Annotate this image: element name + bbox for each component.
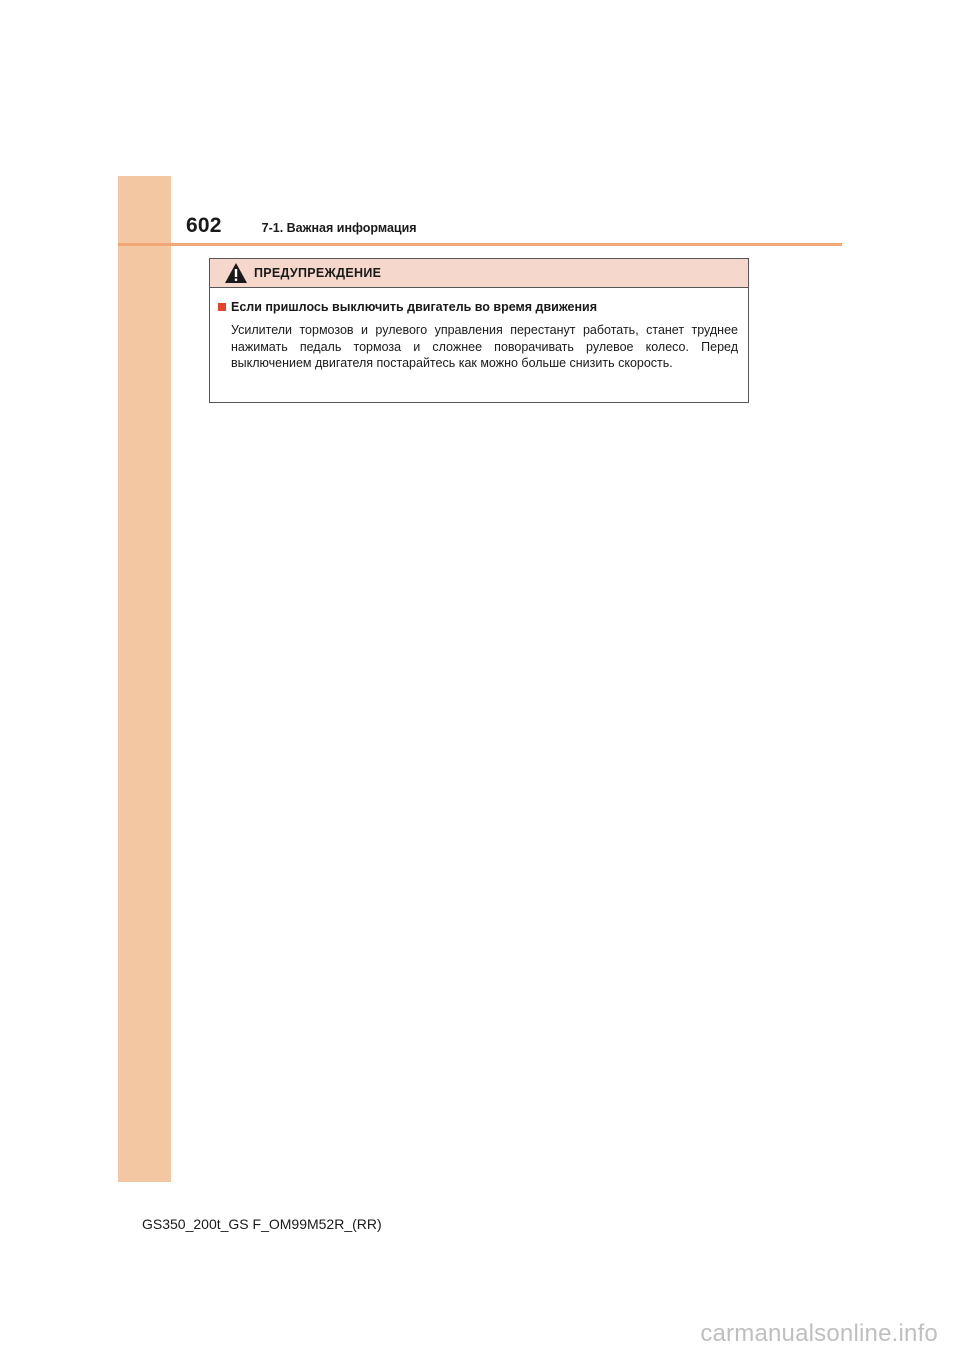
warning-header	[210, 259, 748, 288]
warning-paragraph: Усилители тормозов и рулевого управления перестанут работать, станет труднее нажимать педаль тормоза и сложнее поворачивать рулевое колесо. Перед выключением двигателя постарайтесь как можно больше снизить скорость.	[231, 323, 738, 370]
document-code: GS350_200t_GS F_OM99M52R_(RR)	[142, 1216, 382, 1232]
warning-box	[209, 258, 749, 403]
header-rule	[118, 243, 842, 246]
page-number: 602	[186, 214, 222, 237]
square-bullet-icon	[218, 303, 226, 311]
warning-body	[210, 288, 748, 372]
warning-subheading-text: Если пришлось выключить двигатель во время движения	[231, 300, 598, 314]
warning-triangle-icon	[224, 262, 248, 284]
page-header	[186, 214, 417, 244]
watermark: carmanualsonline.info	[700, 1320, 938, 1347]
warning-subheading	[218, 300, 738, 314]
warning-title: ПРЕДУПРЕЖДЕНИЕ	[254, 266, 382, 280]
section-title: 7-1. Важная информация	[261, 221, 417, 235]
chapter-side-band	[118, 176, 171, 1182]
